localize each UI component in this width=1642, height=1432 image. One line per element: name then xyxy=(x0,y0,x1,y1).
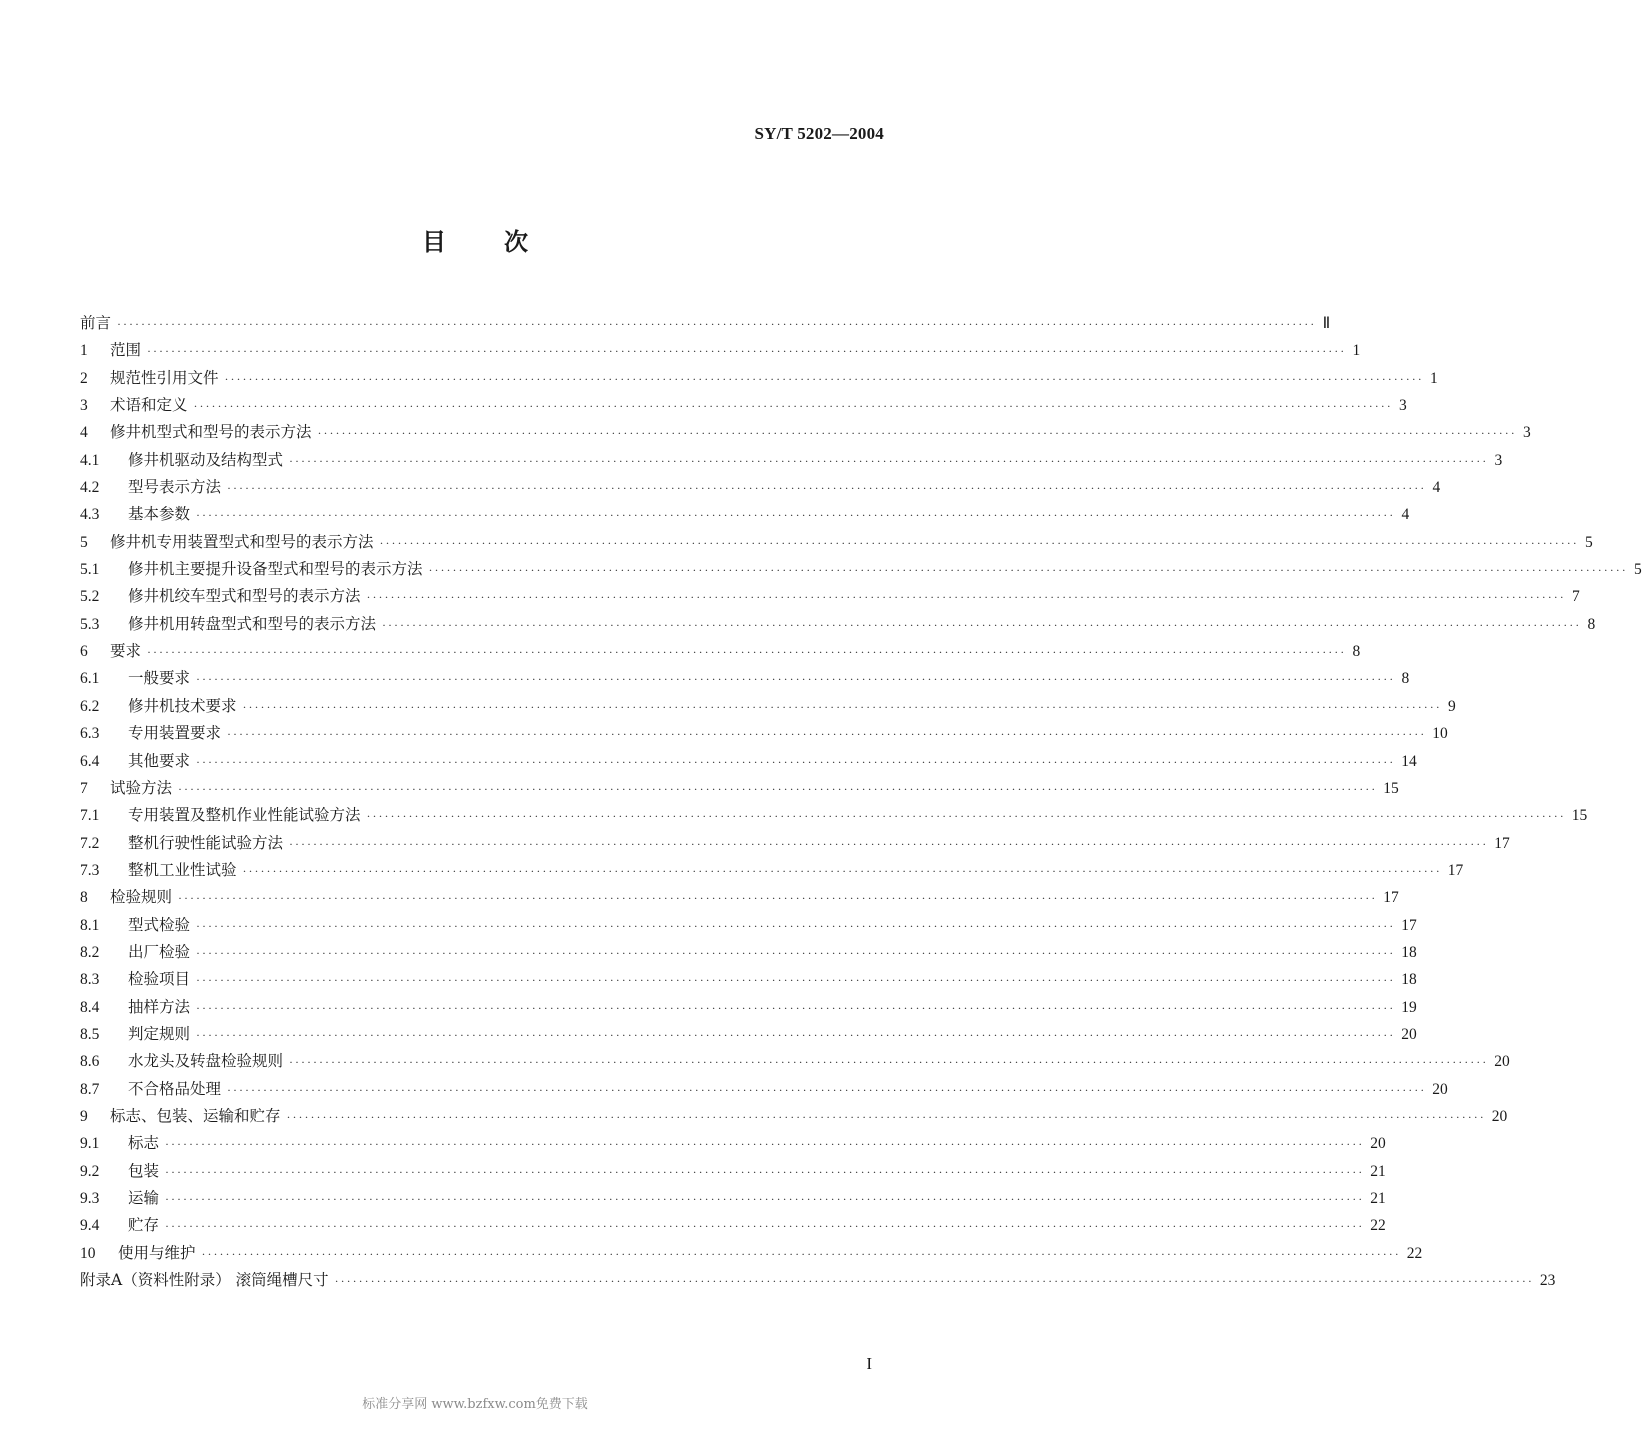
toc-leader-dots: ········································································································································································································ xyxy=(196,1000,1396,1015)
toc-entry-label: 抽样方法 xyxy=(128,997,191,1016)
toc-entry[interactable] xyxy=(80,1049,1510,1076)
toc-entry[interactable] xyxy=(80,557,1642,584)
toc-entry[interactable] xyxy=(80,475,1441,502)
page-number: I xyxy=(866,1354,872,1373)
toc-entry-label: 附录A（资料性附录） 滚筒绳槽尺寸 xyxy=(80,1271,329,1290)
toc-entry-page: 20 xyxy=(1401,1025,1417,1043)
toc-leader-dots: ········································································································································································································ xyxy=(366,590,1566,605)
toc-leader-dots: ········································································································································································································ xyxy=(147,344,1347,359)
toc-entry-label: 型式检验 xyxy=(128,915,191,934)
toc-entry[interactable] xyxy=(80,666,1410,693)
toc-entry-label: 修井机专用装置型式和型号的表示方法 xyxy=(110,532,374,551)
toc-entry-number: 7.1 xyxy=(80,807,100,825)
toc-entry-number: 8.2 xyxy=(80,943,100,961)
toc-entry-page: 9 xyxy=(1447,697,1456,715)
toc-entry-label: 标志、包装、运输和贮存 xyxy=(110,1106,281,1125)
toc-entry[interactable] xyxy=(80,940,1417,967)
toc-entry-number: 8.1 xyxy=(80,916,100,934)
toc-leader-dots: ········································································································································································································ xyxy=(379,535,1579,550)
toc-entry[interactable] xyxy=(80,530,1593,557)
toc-entry-page: 7 xyxy=(1571,588,1580,606)
toc-entry-label: 检验规则 xyxy=(110,888,173,907)
toc-entry-label: 修井机用转盘型式和型号的表示方法 xyxy=(128,614,377,633)
toc-entry-number: 7.3 xyxy=(80,861,100,879)
toc-leader-dots: ········································································································································································································ xyxy=(227,727,1427,742)
toc-leader-dots: ········································································································································································································ xyxy=(366,809,1566,824)
toc-entry[interactable] xyxy=(80,995,1417,1022)
toc-entry-page: 17 xyxy=(1494,834,1510,852)
toc-entry-page: 17 xyxy=(1447,861,1464,879)
toc-leader-dots: ········································································································································································································ xyxy=(196,508,1396,523)
toc-entry-label: 水龙头及转盘检验规则 xyxy=(128,1052,284,1071)
toc-leader-dots: ········································································································································································································ xyxy=(227,1082,1427,1097)
toc-entry-page: 8 xyxy=(1587,615,1596,633)
toc-leader-dots: ········································································································································································································ xyxy=(286,1109,1486,1124)
toc-entry-number: 5.2 xyxy=(80,588,100,606)
toc-entry-page: 1 xyxy=(1429,369,1438,387)
toc-entry[interactable] xyxy=(80,1268,1556,1295)
toc-entry-page: 15 xyxy=(1571,807,1588,825)
toc-leader-dots: ········································································································································································································ xyxy=(193,399,1393,414)
toc-entry-label: 试验方法 xyxy=(110,778,173,797)
toc-entry-label: 修井机主要提升设备型式和型号的表示方法 xyxy=(128,560,423,579)
toc-entry[interactable] xyxy=(80,967,1417,994)
toc-entry-page: 20 xyxy=(1494,1053,1510,1071)
toc-entry[interactable] xyxy=(80,1213,1386,1240)
toc-entry-page: 3 xyxy=(1522,424,1531,442)
toc-entry-number: 1 xyxy=(80,342,88,360)
toc-entry[interactable] xyxy=(80,721,1448,748)
toc-entry-number: 5.1 xyxy=(80,561,100,579)
toc-entry-page: 22 xyxy=(1370,1217,1386,1235)
toc-entry[interactable] xyxy=(80,1077,1448,1104)
toc-leader-dots: ········································································································································································································ xyxy=(196,918,1396,933)
toc-entry[interactable] xyxy=(80,338,1361,365)
toc-entry[interactable] xyxy=(80,1186,1386,1213)
toc-entry-page: 5 xyxy=(1584,533,1593,551)
toc-entry-number: 4.1 xyxy=(80,451,100,469)
toc-leader-dots: ········································································································································································································ xyxy=(201,1246,1401,1261)
toc-entry-page: 23 xyxy=(1539,1272,1556,1290)
toc-entry-number: 6.3 xyxy=(80,725,100,743)
standard-code: SY/T 5202—2004 xyxy=(754,124,884,143)
toc-entry[interactable] xyxy=(80,1104,1508,1131)
toc-leader-dots: ········································································································································································································ xyxy=(196,945,1396,960)
toc-entry-page: 8 xyxy=(1401,670,1410,688)
toc-entry-number: 9 xyxy=(80,1107,88,1125)
toc-entry-number: 6.2 xyxy=(80,697,100,715)
toc-entry-number: 8 xyxy=(80,889,88,907)
watermark-text: 标准分享网 www.bzfxw.com免费下载 xyxy=(362,1397,588,1412)
toc-entry-number: 9.1 xyxy=(80,1135,100,1153)
toc-entry-page: 18 xyxy=(1401,943,1417,961)
toc-entry[interactable] xyxy=(80,639,1361,666)
toc-leader-dots: ········································································································································································································ xyxy=(289,1055,1489,1070)
toc-entry-label: 专用装置及整机作业性能试验方法 xyxy=(128,806,361,825)
toc-entry-page: 20 xyxy=(1491,1107,1508,1125)
toc-entry-label: 出厂检验 xyxy=(128,942,191,961)
toc-leader-dots: ········································································································································································································ xyxy=(196,973,1396,988)
table-of-contents xyxy=(80,311,1642,1295)
toc-entry-label: 专用装置要求 xyxy=(128,724,222,743)
toc-entry[interactable] xyxy=(80,776,1399,803)
toc-entry-number: 3 xyxy=(80,397,88,415)
toc-entry[interactable] xyxy=(80,584,1580,611)
toc-entry-page: 4 xyxy=(1432,479,1441,497)
toc-entry-page: 8 xyxy=(1352,643,1361,661)
toc-leader-dots: ········································································································································································································ xyxy=(227,481,1427,496)
toc-entry[interactable] xyxy=(80,502,1410,529)
toc-entry-number: 10 xyxy=(80,1244,96,1262)
toc-entry-number: 4.2 xyxy=(80,479,100,497)
toc-entry-page: 3 xyxy=(1398,397,1407,415)
toc-entry[interactable] xyxy=(80,694,1456,721)
toc-entry-label: 运输 xyxy=(128,1189,160,1207)
toc-leader-dots: ········································································································································································································ xyxy=(117,317,1317,331)
toc-leader-dots: ········································································································································································································ xyxy=(289,453,1489,468)
toc-entry[interactable] xyxy=(80,749,1417,776)
toc-entry-label: 术语和定义 xyxy=(110,396,188,415)
toc-leader-dots: ········································································································································································································ xyxy=(382,617,1582,632)
toc-leader-dots: ········································································································································································································ xyxy=(196,1027,1396,1042)
toc-entry-number: 7.2 xyxy=(80,834,100,852)
toc-entry-label: 规范性引用文件 xyxy=(110,368,219,387)
toc-entry-label: 其他要求 xyxy=(128,751,191,770)
toc-entry[interactable] xyxy=(80,858,1464,885)
toc-entry-number: 6 xyxy=(80,643,88,661)
toc-entry-label: 修井机型式和型号的表示方法 xyxy=(110,423,312,442)
toc-entry[interactable] xyxy=(80,885,1399,912)
toc-entry-page: 5 xyxy=(1633,561,1642,579)
toc-entry-page: 18 xyxy=(1401,971,1417,989)
toc-entry-number: 8.5 xyxy=(80,1025,100,1043)
toc-leader-dots: ········································································································································································································ xyxy=(334,1274,1534,1289)
toc-leader-dots: ········································································································································································································ xyxy=(196,754,1396,769)
toc-leader-dots: ········································································································································································································ xyxy=(196,672,1396,687)
toc-entry-number: 7 xyxy=(80,779,88,797)
toc-entry-number: 6.4 xyxy=(80,752,100,770)
toc-entry-label: 整机工业性试验 xyxy=(128,860,237,879)
toc-entry-page: 21 xyxy=(1370,1190,1386,1207)
toc-entry-label: 修井机驱动及结构型式 xyxy=(128,450,284,469)
toc-entry[interactable] xyxy=(80,831,1510,858)
toc-leader-dots: ········································································································································································································ xyxy=(165,1164,1365,1179)
toc-entry-number: 9.4 xyxy=(80,1217,100,1235)
toc-entry-label: 使用与维护 xyxy=(118,1243,196,1262)
toc-entry-number: 4.3 xyxy=(80,506,100,524)
toc-leader-dots: ········································································································································································································ xyxy=(242,863,1442,878)
toc-entry-number: 5.3 xyxy=(80,615,100,633)
toc-entry-label: 要求 xyxy=(110,642,142,661)
toc-entry[interactable] xyxy=(80,420,1531,447)
toc-leader-dots: ········································································································································································································ xyxy=(178,891,1378,906)
toc-entry-label: 标志 xyxy=(128,1134,160,1153)
toc-entry-number: 4 xyxy=(80,424,88,442)
toc-entry-page: 1 xyxy=(1352,342,1361,360)
toc-entry-page: 10 xyxy=(1432,725,1448,743)
toc-entry[interactable] xyxy=(80,366,1438,393)
toc-leader-dots: ········································································································································································································ xyxy=(224,371,1424,386)
toc-entry-label: 修井机绞车型式和型号的表示方法 xyxy=(128,587,361,606)
toc-entry-number: 8.3 xyxy=(80,971,100,989)
toc-entry-page: 21 xyxy=(1370,1162,1386,1180)
toc-entry-page: 17 xyxy=(1401,916,1417,934)
toc-entry-number: 5 xyxy=(80,533,88,551)
toc-entry-page: 17 xyxy=(1383,889,1399,907)
toc-entry-label: 不合格品处理 xyxy=(128,1079,222,1098)
toc-entry[interactable] xyxy=(80,393,1407,420)
toc-leader-dots: ········································································································································································································ xyxy=(147,645,1347,660)
toc-entry-page: 4 xyxy=(1401,506,1410,524)
toc-entry[interactable] xyxy=(80,803,1588,830)
toc-leader-dots: ········································································································································································································ xyxy=(242,699,1442,714)
toc-entry-label: 前言 xyxy=(80,314,112,332)
toc-entry-page: 14 xyxy=(1401,752,1417,770)
toc-entry-label: 一般要求 xyxy=(128,669,191,688)
toc-entry[interactable] xyxy=(80,913,1417,940)
toc-entry-page: 22 xyxy=(1406,1244,1423,1262)
toc-entry-page: 3 xyxy=(1494,451,1503,469)
toc-leader-dots: ········································································································································································································ xyxy=(317,426,1517,441)
toc-entry-label: 包装 xyxy=(128,1161,160,1180)
page-title: 目次 xyxy=(422,228,586,256)
toc-entry-number: 9.3 xyxy=(80,1190,100,1207)
toc-entry-number: 8.4 xyxy=(80,998,100,1016)
toc-leader-dots: ········································································································································································································ xyxy=(165,1137,1365,1152)
toc-leader-dots: ········································································································································································································ xyxy=(289,836,1489,851)
toc-entry[interactable] xyxy=(80,1131,1386,1158)
toc-leader-dots: ········································································································································································································ xyxy=(165,1192,1365,1206)
toc-entry[interactable] xyxy=(80,1022,1417,1049)
toc-leader-dots: ········································································································································································································ xyxy=(428,563,1628,578)
toc-entry-page: 19 xyxy=(1401,998,1417,1016)
toc-entry-page: Ⅱ xyxy=(1322,315,1331,332)
toc-entry-label: 型号表示方法 xyxy=(128,478,222,497)
toc-entry[interactable] xyxy=(80,448,1503,475)
toc-entry[interactable] xyxy=(80,1241,1423,1268)
toc-entry-label: 检验项目 xyxy=(128,970,191,989)
toc-entry-number: 9.2 xyxy=(80,1162,100,1180)
toc-entry-number: 8.7 xyxy=(80,1080,100,1098)
toc-entry-label: 范围 xyxy=(110,341,142,360)
toc-entry-number: 8.6 xyxy=(80,1053,100,1071)
toc-entry-label: 贮存 xyxy=(128,1216,160,1235)
toc-entry[interactable] xyxy=(80,612,1596,639)
toc-entry-number: 2 xyxy=(80,369,88,387)
toc-entry-label: 基本参数 xyxy=(128,505,191,524)
toc-entry[interactable] xyxy=(80,311,1331,338)
toc-entry-number: 6.1 xyxy=(80,670,100,688)
toc-entry-page: 15 xyxy=(1383,779,1399,797)
toc-entry[interactable] xyxy=(80,1159,1386,1186)
toc-entry-label: 修井机技术要求 xyxy=(128,696,237,715)
toc-leader-dots: ········································································································································································································ xyxy=(178,781,1378,796)
toc-leader-dots: ········································································································································································································ xyxy=(165,1219,1365,1234)
toc-entry-label: 判定规则 xyxy=(128,1024,191,1043)
toc-entry-page: 20 xyxy=(1432,1080,1448,1098)
toc-entry-label: 整机行驶性能试验方法 xyxy=(128,833,284,852)
toc-entry-page: 20 xyxy=(1370,1135,1386,1153)
